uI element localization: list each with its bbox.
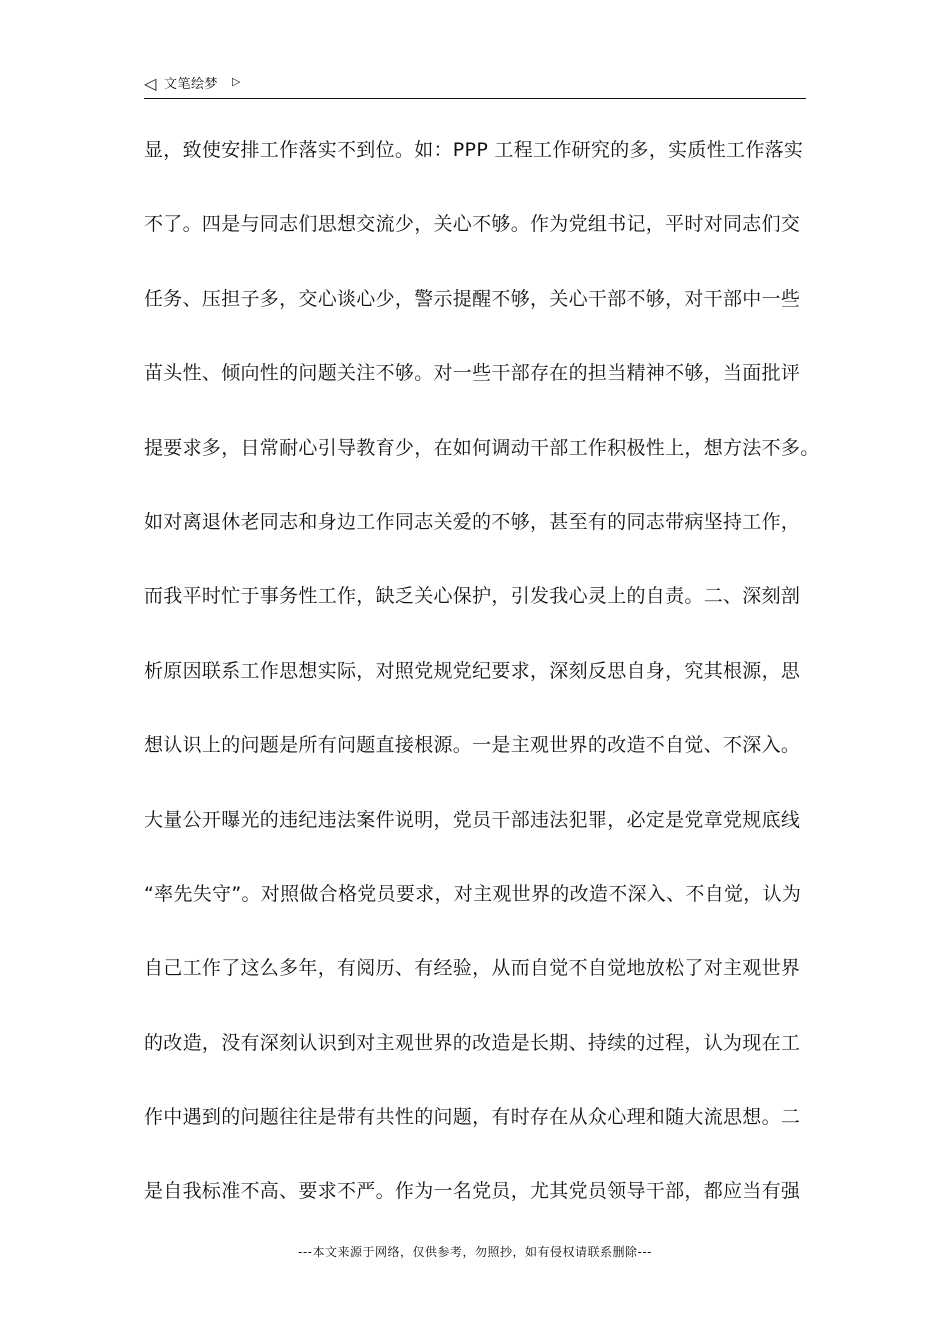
body-line: 作中遇到的问题往往是带有共性的问题，有时存在从众心理和随大流思想。二: [144, 1106, 801, 1129]
document-body: [144, 130, 820, 1246]
body-line: 自己工作了这么多年，有阅历、有经验，从而自觉不自觉地放松了对主观世界: [144, 957, 801, 980]
body-line: 是自我标准不高、要求不严。作为一名党员，尤其党员领导干部，都应当有强: [144, 1180, 801, 1203]
page-footer: ---本文来源于网络，仅供参考，勿照抄，如有侵权请联系删除---: [298, 1245, 652, 1259]
body-line: 析原因联系工作思想实际，对照党规党纪要求，深刻反思自身，究其根源，思: [144, 659, 801, 682]
left-triangle-icon: ◁: [144, 74, 157, 93]
body-line: 显，致使安排工作落实不到位。如：PPP 工程工作研究的多，实质性工作落实: [144, 139, 804, 161]
body-line: 而我平时忙于事务性工作，缺乏关心保护，引发我心灵上的自责。二、深刻剖: [144, 585, 801, 608]
body-line: 任务、压担子多，交心谈心少，警示提醒不够，关心干部不够，对干部中一些: [144, 287, 801, 310]
body-line: 想认识上的问题是所有问题直接根源。一是主观世界的改造不自觉、不深入。: [144, 734, 801, 757]
body-line: 大量公开曝光的违纪违法案件说明，党员干部违法犯罪，必定是党章党规底线: [144, 808, 801, 831]
body-line: 提要求多，日常耐心引导教育少，在如何调动干部工作积极性上，想方法不多。: [144, 436, 820, 459]
body-line: 如对离退休老同志和身边工作同志关爱的不够，甚至有的同志带病坚持工作，: [144, 510, 801, 533]
body-line: 苗头性、倾向性的问题关注不够。对一些干部存在的担当精神不够，当面批评: [144, 362, 801, 385]
body-line: “率先失守”。对照做合格党员要求，对主观世界的改造不深入、不自觉，认为: [144, 882, 802, 905]
page-header: [144, 72, 806, 99]
right-triangle-icon: ▷: [232, 75, 241, 88]
body-line: 的改造，没有深刻认识到对主观世界的改造是长期、持续的过程，认为现在工: [144, 1031, 801, 1054]
header-title: 文笔绘梦: [164, 77, 219, 92]
body-line: 不了。四是与同志们思想交流少，关心不够。作为党组书记，平时对同志们交: [144, 213, 801, 236]
